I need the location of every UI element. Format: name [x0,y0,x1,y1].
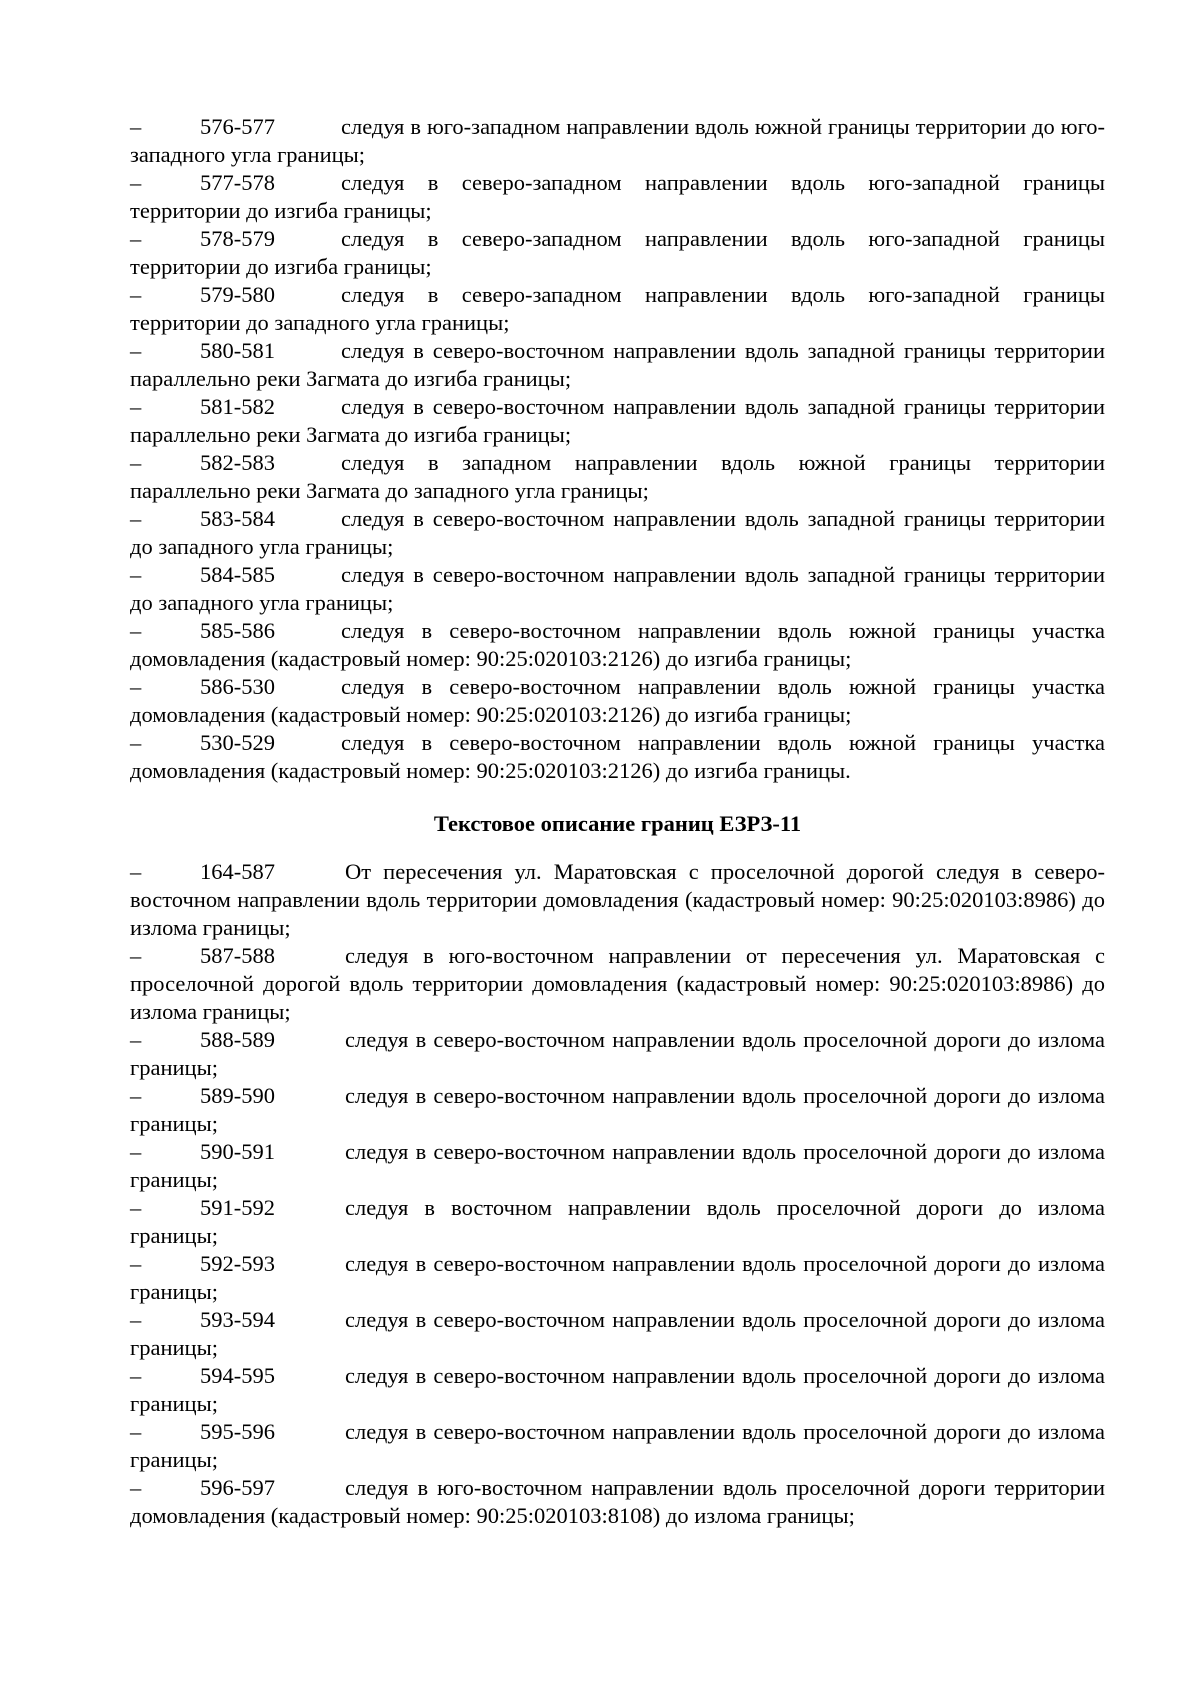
segment-description: следуя в северо-западном направлении вдоль юго-западной границы территории до изгиба границы; [130,226,1105,279]
segment-code: 530-529 [200,730,275,755]
segment-description: следуя в северо-восточном направлении вдоль проселочной дороги до излома границы; [130,1307,1105,1360]
segment-code: 593-594 [200,1307,275,1332]
boundary-entry [130,449,1105,505]
list-dash: – [130,1363,142,1388]
segment-description: следуя в юго-восточном направлении вдоль проселочной дороги территории домовладения (кадастровый номер: 90:25:020103:8108) до излома границы; [130,1475,1105,1528]
segment-code: 581-582 [200,394,275,419]
segment-code: 590-591 [200,1139,275,1164]
segment-code: 578-579 [200,226,275,251]
segment-description: следуя в северо-восточном направлении вдоль проселочной дороги до излома границы; [130,1139,1105,1192]
list-dash: – [130,730,142,755]
boundary-entry [130,1250,1105,1306]
segment-code: 594-595 [200,1363,275,1388]
segment-code: 595-596 [200,1419,275,1444]
segment-description: следуя в северо-восточном направлении вдоль проселочной дороги до излома границы; [130,1419,1105,1472]
segment-description: следуя в западном направлении вдоль южной границы территории параллельно реки Загмата до западного угла границы; [130,450,1105,503]
boundary-entry [130,225,1105,281]
boundary-list-section-2 [130,858,1105,1530]
segment-code: 582-583 [200,450,275,475]
boundary-entry [130,673,1105,729]
segment-code: 586-530 [200,674,275,699]
segment-description: следуя в северо-восточном направлении вдоль проселочной дороги до излома границы; [130,1027,1105,1080]
boundary-entry [130,1362,1105,1418]
segment-description: следуя в северо-восточном направлении вдоль южной границы участка домовладения (кадастровый номер: 90:25:020103:2126) до изгиба границы; [130,618,1105,671]
segment-code: 587-588 [200,943,275,968]
segment-description: следуя в восточном направлении вдоль проселочной дороги до излома границы; [130,1195,1105,1248]
list-dash: – [130,618,142,643]
segment-description: следуя в северо-западном направлении вдоль юго-западной границы территории до западного угла границы; [130,282,1105,335]
segment-description: следуя в северо-восточном направлении вдоль западной границы территории до западного угла границы; [130,506,1105,559]
segment-code: 576-577 [200,114,275,139]
segment-code: 577-578 [200,170,275,195]
boundary-entry [130,561,1105,617]
boundary-entry [130,393,1105,449]
list-dash: – [130,674,142,699]
segment-description: следуя в северо-восточном направлении вдоль проселочной дороги до излома границы; [130,1251,1105,1304]
list-dash: – [130,1251,142,1276]
boundary-entry [130,942,1105,1026]
segment-code: 583-584 [200,506,275,531]
segment-code: 585-586 [200,618,275,643]
boundary-entry [130,337,1105,393]
boundary-entry [130,729,1105,785]
list-dash: – [130,1083,142,1108]
list-dash: – [130,282,142,307]
section-heading: Текстовое описание границ ЕЗРЗ-11 [433,811,802,836]
segment-code: 164-587 [200,859,275,884]
list-dash: – [130,859,142,884]
segment-code: 596-597 [200,1475,275,1500]
list-dash: – [130,114,142,139]
segment-code: 591-592 [200,1195,275,1220]
segment-description: следуя в юго-восточном направлении от пересечения ул. Маратовская с проселочной дорогой вдоль территории домовладения (кадастровый номер: 90:25:020103:8986) до излома границы; [130,943,1105,1024]
boundary-entry [130,1474,1105,1530]
list-dash: – [130,450,142,475]
boundary-entry [130,1082,1105,1138]
boundary-entry [130,1138,1105,1194]
segment-code: 592-593 [200,1251,275,1276]
list-dash: – [130,1419,142,1444]
segment-description: следуя в северо-восточном направлении вдоль проселочной дороги до излома границы; [130,1083,1105,1136]
segment-description: следуя в северо-восточном направлении вдоль западной границы территории параллельно реки Загмата до изгиба границы; [130,338,1105,391]
list-dash: – [130,1475,142,1500]
segment-description: следуя в северо-восточном направлении вдоль южной границы участка домовладения (кадастровый номер: 90:25:020103:2126) до изгиба границы. [130,730,1105,783]
segment-code: 588-589 [200,1027,275,1052]
boundary-entry [130,1418,1105,1474]
segment-code: 584-585 [200,562,275,587]
boundary-entry [130,1306,1105,1362]
segment-description: следуя в северо-восточном направлении вдоль южной границы участка домовладения (кадастровый номер: 90:25:020103:2126) до изгиба границы; [130,674,1105,727]
list-dash: – [130,1307,142,1332]
list-dash: – [130,506,142,531]
segment-description: следуя в юго-западном направлении вдоль южной границы территории до юго-западного угла границы; [130,114,1105,167]
segment-code: 589-590 [200,1083,275,1108]
boundary-entry [130,281,1105,337]
document-page [130,113,1105,1530]
boundary-entry [130,1194,1105,1250]
segment-description: следуя в северо-восточном направлении вдоль западной границы территории до западного угла границы; [130,562,1105,615]
boundary-entry [130,169,1105,225]
list-dash: – [130,1027,142,1052]
segment-description: следуя в северо-восточном направлении вдоль западной границы территории параллельно реки Загмата до изгиба границы; [130,394,1105,447]
segment-description: следуя в северо-западном направлении вдоль юго-западной границы территории до изгиба границы; [130,170,1105,223]
boundary-entry [130,505,1105,561]
boundary-entry [130,113,1105,169]
segment-code: 579-580 [200,282,275,307]
boundary-entry [130,617,1105,673]
list-dash: – [130,1139,142,1164]
segment-description: От пересечения ул. Маратовская с проселочной дорогой следуя в северо-восточном направлении вдоль территории домовладения (кадастровый номер: 90:25:020103:8986) до излома границы; [130,859,1105,940]
boundary-entry [130,1026,1105,1082]
list-dash: – [130,943,142,968]
list-dash: – [130,226,142,251]
list-dash: – [130,170,142,195]
boundary-list-section-1 [130,113,1105,785]
boundary-entry [130,858,1105,942]
segment-code: 580-581 [200,338,275,363]
list-dash: – [130,1195,142,1220]
list-dash: – [130,562,142,587]
list-dash: – [130,394,142,419]
list-dash: – [130,338,142,363]
segment-description: следуя в северо-восточном направлении вдоль проселочной дороги до излома границы; [130,1363,1105,1416]
